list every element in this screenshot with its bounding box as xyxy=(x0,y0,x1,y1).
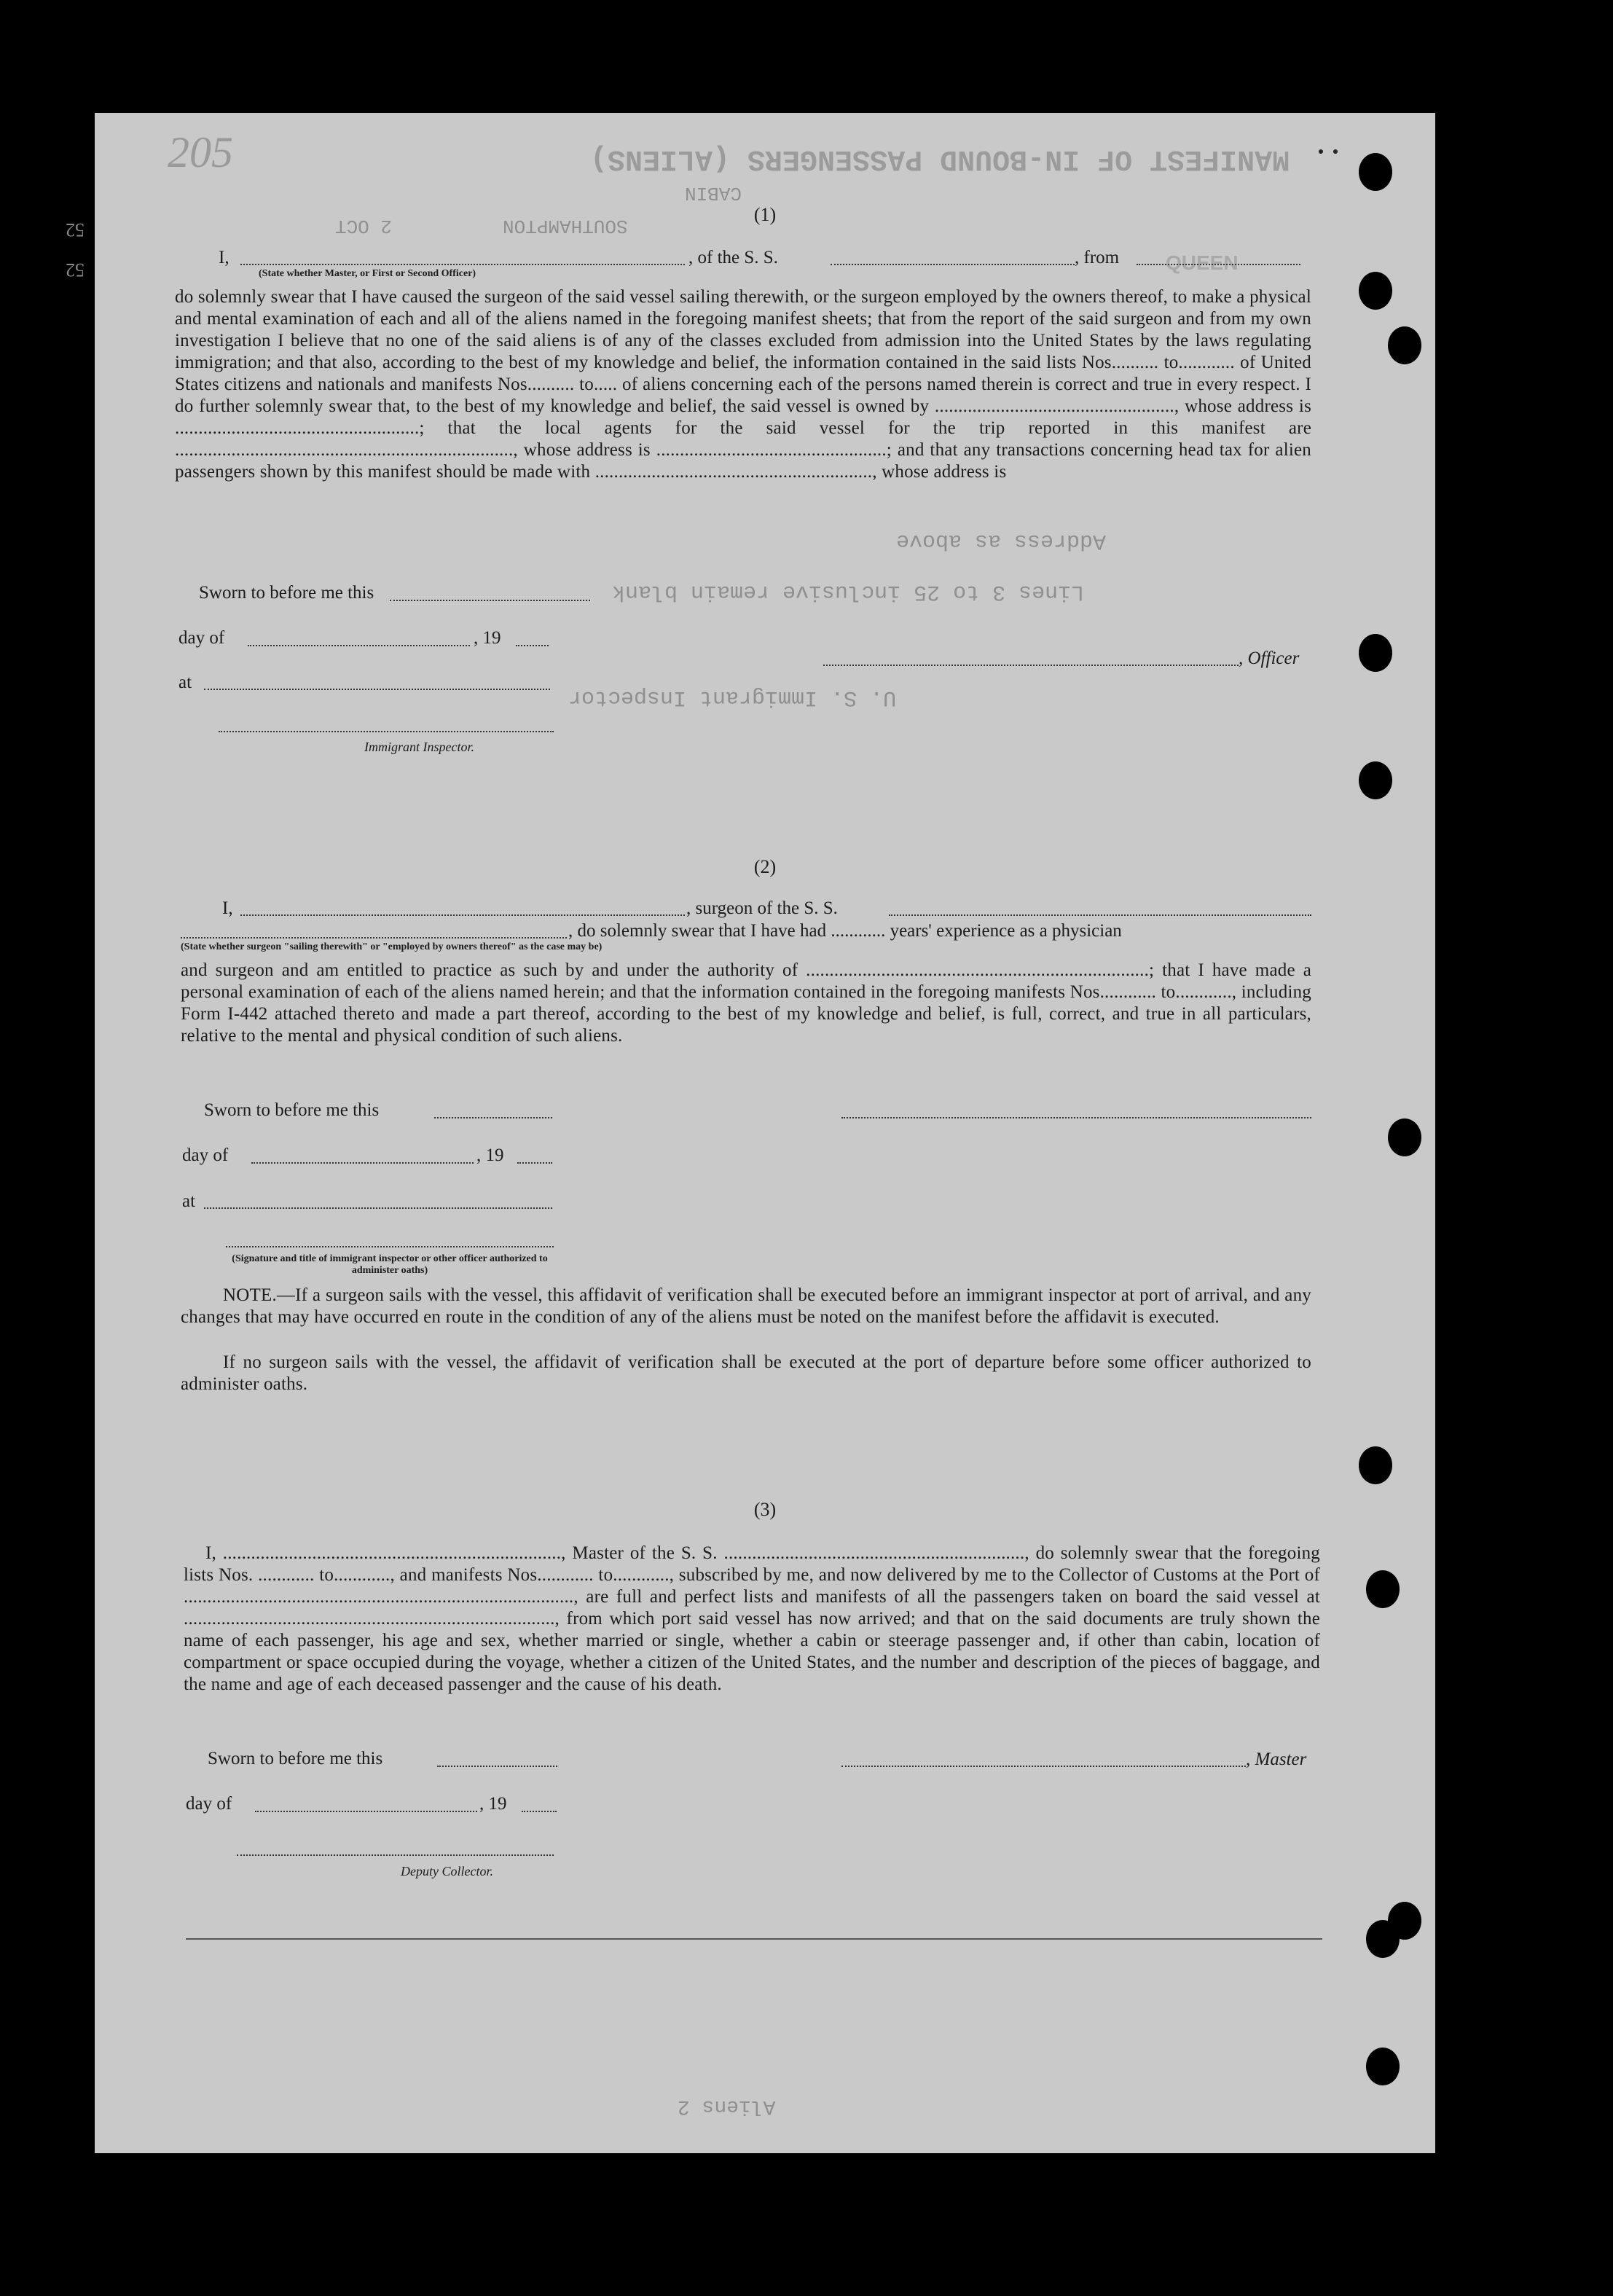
section-3-number: (3) xyxy=(753,1499,777,1520)
top-handwriting: 205 xyxy=(168,128,233,176)
faint-title: MANIFEST OF IN-BOUND PASSENGERS (ALIENS) xyxy=(590,142,1290,175)
s1-at-blank xyxy=(204,689,550,690)
faint-date: 2 OCT xyxy=(335,215,393,237)
s3-day-blank xyxy=(255,1811,477,1812)
dot-mark xyxy=(1333,149,1338,154)
faint-lines: Lines 3 to 25 inclusive remain blank xyxy=(612,579,1085,604)
s2-sworn-label: Sworn to before me this xyxy=(204,1100,380,1120)
section-2-number: (2) xyxy=(753,856,777,877)
bottom-rule xyxy=(186,1938,1322,1940)
punch-hole xyxy=(1366,1570,1400,1608)
s1-i-label: I, xyxy=(219,248,229,267)
s3-oath-body: I, ........................................................................, Master of the S. S. ................................................................, do solemnly swear that the foregoing lists Nos. ............ to............, and manifests Nos............ to............, subscribed by me, and now delivered by me to the Collector of Customs at the Port of ..................................................................................., are full and perfect lists and manifests of all the passengers taken on board the said vessel at ..............................................................................., from which port said vessel has now arrived; and that on the said documents are truly shown the name of each passenger, his age and sex, whether married or single, whether a cabin or steerage passenger and, if other than cabin, location of compartment or space occupied during the voyage, whether a citizen of the United States, and the number and description of the pieces of baggage, and the name and age of each deceased passenger and the cause of his death. xyxy=(184,1543,1320,1694)
s2-note-2: If no surgeon sails with the vessel, the affidavit of verification shall be executed at the port of departure before some officer authorized to administer oaths. xyxy=(181,1352,1311,1394)
s3-master-label: , Master xyxy=(1246,1750,1307,1769)
s1-officer-label: , Officer xyxy=(1239,649,1300,668)
s2-signature-line xyxy=(841,1117,1311,1118)
s2-at-label: at xyxy=(182,1191,196,1211)
side-number-2: 52 xyxy=(66,259,85,281)
stamp-queen: QUEEN xyxy=(1166,251,1239,274)
s1-inspector-signature-line xyxy=(219,731,554,732)
faint-class: CABIN xyxy=(685,182,742,204)
s1-day-blank xyxy=(248,645,470,646)
punch-hole xyxy=(1388,326,1421,364)
s2-day-blank xyxy=(251,1162,474,1164)
faint-inspector: U. S. Immigrant Inspector xyxy=(568,685,897,710)
s1-inspector-caption: Immigrant Inspector. xyxy=(364,740,474,754)
s2-inspector-signature-line xyxy=(226,1246,554,1247)
punch-hole xyxy=(1366,2048,1400,2085)
section-1-number: (1) xyxy=(753,204,777,225)
s2-surgeon-name-blank xyxy=(240,914,685,916)
s1-sworn-label: Sworn to before me this xyxy=(199,583,374,603)
s1-year-label: , 19 xyxy=(474,628,501,648)
punch-hole xyxy=(1359,272,1392,310)
faint-port: SOUTHAMPTON xyxy=(503,215,628,237)
s3-year-label: , 19 xyxy=(479,1794,507,1814)
s2-signature-caption: (Signature and title of immigrant inspector or other officer authorized to administer oaths) xyxy=(232,1253,548,1276)
punch-hole xyxy=(1359,634,1392,672)
s1-officer-signature-line xyxy=(823,665,1239,666)
s1-of-ss-label: , of the S. S. xyxy=(688,248,778,267)
s1-oath-body: do solemnly swear that I have caused the surgeon of the said vessel sailing therewith, or the surgeon employed by the owners thereof, to make a physical and mental examination of each and all of the aliens named in the foregoing manifest sheets; that from the report of the said surgeon and from my own investigation I believe that no one of the said aliens is of any of the classes excluded from admission into the United States by the laws regulating immigration; and that also, according to the best of my knowledge and belief, the information contained in the said lists Nos.......... to............ of United States citizens and nationals and manifests Nos.......... to..... of aliens concerning each of the persons named therein is correct and true in every respect. I do further solemnly swear that, to the best of my knowledge and belief, the said vessel is owned by ..................................................., whose address is ....................................................; that the local agents for the said vessel for the trip reported in this manifest are ........................................................................, whose address is .................................................; and that any transactions concerning head tax for alien passengers shown by this manifest should be made with ..........................................................., whose address is xyxy=(175,287,1311,482)
s1-sworn-blank xyxy=(390,600,590,601)
dot-mark xyxy=(1319,149,1323,154)
s3-deputy-signature-line xyxy=(237,1854,554,1856)
s1-from-label: , from xyxy=(1075,248,1120,267)
side-number-1: 52 xyxy=(66,219,85,240)
s3-sworn-blank xyxy=(437,1766,557,1767)
s1-from-blank xyxy=(1137,264,1300,265)
s2-sworn-blank xyxy=(434,1117,552,1118)
s2-year-blank xyxy=(517,1162,552,1164)
s3-year-blank xyxy=(522,1811,557,1812)
punch-hole xyxy=(1359,761,1392,799)
s1-ship-blank xyxy=(831,264,1075,265)
s2-year-label: , 19 xyxy=(476,1145,504,1165)
s1-at-label: at xyxy=(178,673,192,692)
s1-rank-caption: (State whether Master, or First or Second Officer) xyxy=(259,268,476,279)
s2-status-blank xyxy=(181,937,567,939)
s1-year-blank xyxy=(516,645,549,646)
s1-officer-name-blank xyxy=(240,264,685,265)
punch-hole xyxy=(1359,1446,1392,1484)
s2-i-label: I, xyxy=(222,898,233,918)
s2-status-caption: (State whether surgeon "sailing therewith" or "employed by owners thereof" as the case may be) xyxy=(181,941,603,952)
s2-note: NOTE.—If a surgeon sails with the vessel, this affidavit of verification shall be executed before an immigrant inspector at port of arrival, and any changes that may have occurred en route in the condition of any of the aliens must be noted on the manifest before the affidavit is executed. xyxy=(181,1285,1311,1327)
s2-at-blank xyxy=(204,1207,552,1209)
s3-deputy-caption: Deputy Collector. xyxy=(401,1864,493,1878)
s3-sworn-label: Sworn to before me this xyxy=(208,1749,383,1768)
faint-address: Address as above xyxy=(896,528,1107,553)
s1-day-of-label: day of xyxy=(178,628,225,648)
punch-hole xyxy=(1359,153,1392,191)
document-page xyxy=(66,113,1435,2153)
punch-hole xyxy=(1366,1920,1400,1958)
s3-master-signature-line xyxy=(841,1766,1246,1767)
s2-surgeon-label: , surgeon of the S. S. xyxy=(686,898,838,918)
s2-day-of-label: day of xyxy=(182,1145,229,1165)
bottom-faint-mark: Aliens 2 xyxy=(678,2095,776,2117)
punch-hole xyxy=(1388,1118,1421,1156)
s2-swear-label: , do solemnly swear that I have had ............ years' experience as a physician xyxy=(568,921,1122,941)
s2-ship-blank xyxy=(889,914,1311,916)
s2-oath-body: and surgeon and am entitled to practice as such by and under the authority of .........................................................................; that I have made a personal examination of each of the aliens named herein; and that the information contained in the foregoing manifests Nos............ to............, including Form I-442 attached thereto and made a part thereof, according to the best of my knowledge and belief, is full, correct, and true in all particulars, relative to the mental and physical condition of such aliens. xyxy=(181,960,1311,1046)
s3-day-of-label: day of xyxy=(186,1794,232,1814)
